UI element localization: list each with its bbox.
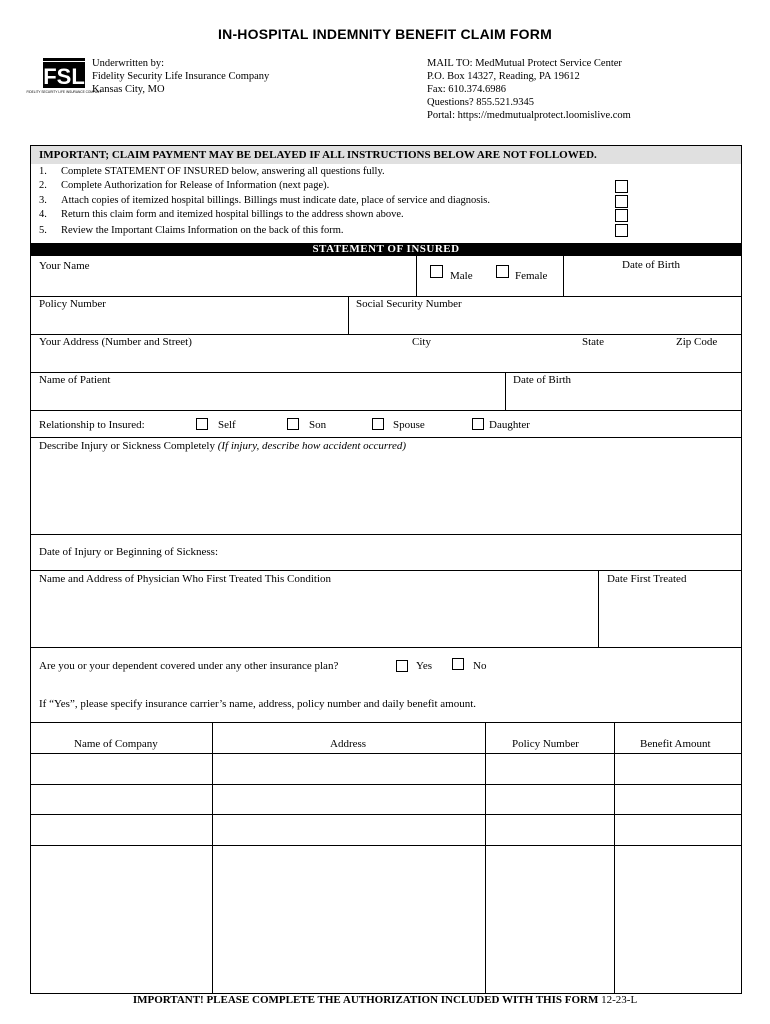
form-code: 12-23-L [601, 994, 638, 1006]
date-of-injury-label: Date of Injury or Beginning of Sickness: [39, 546, 219, 558]
instruction-checkbox-5[interactable] [615, 224, 628, 237]
self-checkbox[interactable] [196, 418, 208, 430]
describe-injury-label: Describe Injury or Sickness Completely (If injury, describe how accident occurred) [39, 440, 407, 452]
daughter-label: Daughter [489, 419, 530, 431]
ssn-label: Social Security Number [356, 298, 462, 310]
no-label: No [473, 660, 487, 672]
logo-subtext: FIDELITY SECURITY LIFE INSURANCE COMPANY [26, 90, 102, 94]
policy-number-label: Policy Number [39, 298, 106, 310]
son-checkbox[interactable] [287, 418, 299, 430]
if-yes-label: If “Yes”, please specify insurance carrier’s name, address, policy number and daily benefit amount. [39, 698, 476, 710]
statement-form [30, 255, 742, 994]
mail-line: MAIL TO: MedMutual Protect Service Center [427, 58, 622, 69]
table-header-company: Name of Company [74, 738, 158, 750]
underwriter-block [92, 57, 269, 96]
male-checkbox[interactable] [430, 265, 443, 278]
statement-of-insured-header: STATEMENT OF INSURED [30, 243, 742, 255]
mail-line: Fax: 610.374.6986 [427, 84, 507, 95]
important-header: IMPORTANT; CLAIM PAYMENT MAY BE DELAYED IF ALL INSTRUCTIONS BELOW ARE NOT FOLLOWED. [31, 146, 741, 164]
instruction-checkbox-4[interactable] [615, 209, 628, 222]
state-label: State [582, 336, 604, 348]
instruction-item: 3. Attach copies of itemized hospital billings. Billings must indicate date, place of service and diagnosis. [39, 195, 490, 206]
spouse-label: Spouse [393, 419, 425, 431]
other-insurance-label: Are you or your dependent covered under any other insurance plan? [39, 660, 339, 672]
patient-dob-label: Date of Birth [513, 374, 572, 386]
daughter-checkbox[interactable] [472, 418, 484, 430]
table-header-benefit-amount: Benefit Amount [640, 738, 711, 750]
mail-to-block [427, 57, 631, 122]
footer-notice: IMPORTANT! PLEASE COMPLETE THE AUTHORIZATION INCLUDED WITH THIS FORM 12-23-L [132, 994, 638, 1006]
address-label: Your Address (Number and Street) [39, 336, 192, 348]
underwriter-line: Fidelity Security Life Insurance Company [92, 71, 270, 82]
son-label: Son [309, 419, 327, 431]
date-first-treated-label: Date First Treated [607, 573, 687, 585]
underwriter-line: Underwritten by: [92, 58, 165, 69]
yes-checkbox[interactable] [396, 660, 408, 672]
instruction-item: 5. Review the Important Claims Information on the back of this form. [39, 225, 344, 236]
relationship-label: Relationship to Insured: [39, 419, 145, 431]
spouse-checkbox[interactable] [372, 418, 384, 430]
fsl-logo [26, 58, 102, 98]
instruction-checkbox-2[interactable] [615, 180, 628, 193]
no-checkbox[interactable] [452, 658, 464, 670]
city-label: City [412, 336, 431, 348]
yes-label: Yes [416, 660, 433, 672]
table-header-address: Address [330, 738, 367, 750]
instruction-item: 4. Return this claim form and itemized hospital billings to the address shown above. [39, 209, 404, 220]
mail-line: P.O. Box 14327, Reading, PA 19612 [427, 71, 580, 82]
form-title: IN-HOSPITAL INDEMNITY BENEFIT CLAIM FORM [218, 26, 552, 42]
self-label: Self [218, 419, 236, 431]
mail-line: Portal: https://medmutualprotect.loomislive.com [427, 110, 631, 121]
female-checkbox[interactable] [496, 265, 509, 278]
dob-label: Date of Birth [622, 259, 681, 271]
mail-line: Questions? 855.521.9345 [427, 97, 535, 108]
describe-injury-note: (If injury, describe how accident occurred) [217, 440, 407, 452]
female-label: Female [515, 270, 548, 282]
zip-label: Zip Code [676, 336, 718, 348]
instruction-item: 1. Complete STATEMENT OF INSURED below, answering all questions fully. [39, 166, 385, 177]
table-header-policy-number: Policy Number [512, 738, 579, 750]
male-label: Male [450, 270, 473, 282]
instruction-item: 2. Complete Authorization for Release of Information (next page). [39, 180, 330, 191]
physician-label: Name and Address of Physician Who First Treated This Condition [39, 573, 331, 585]
your-name-label: Your Name [39, 260, 90, 272]
instruction-checkbox-3[interactable] [615, 195, 628, 208]
logo-text: FSL [43, 64, 85, 89]
patient-name-label: Name of Patient [39, 374, 111, 386]
underwriter-line: Kansas City, MO [92, 84, 165, 95]
